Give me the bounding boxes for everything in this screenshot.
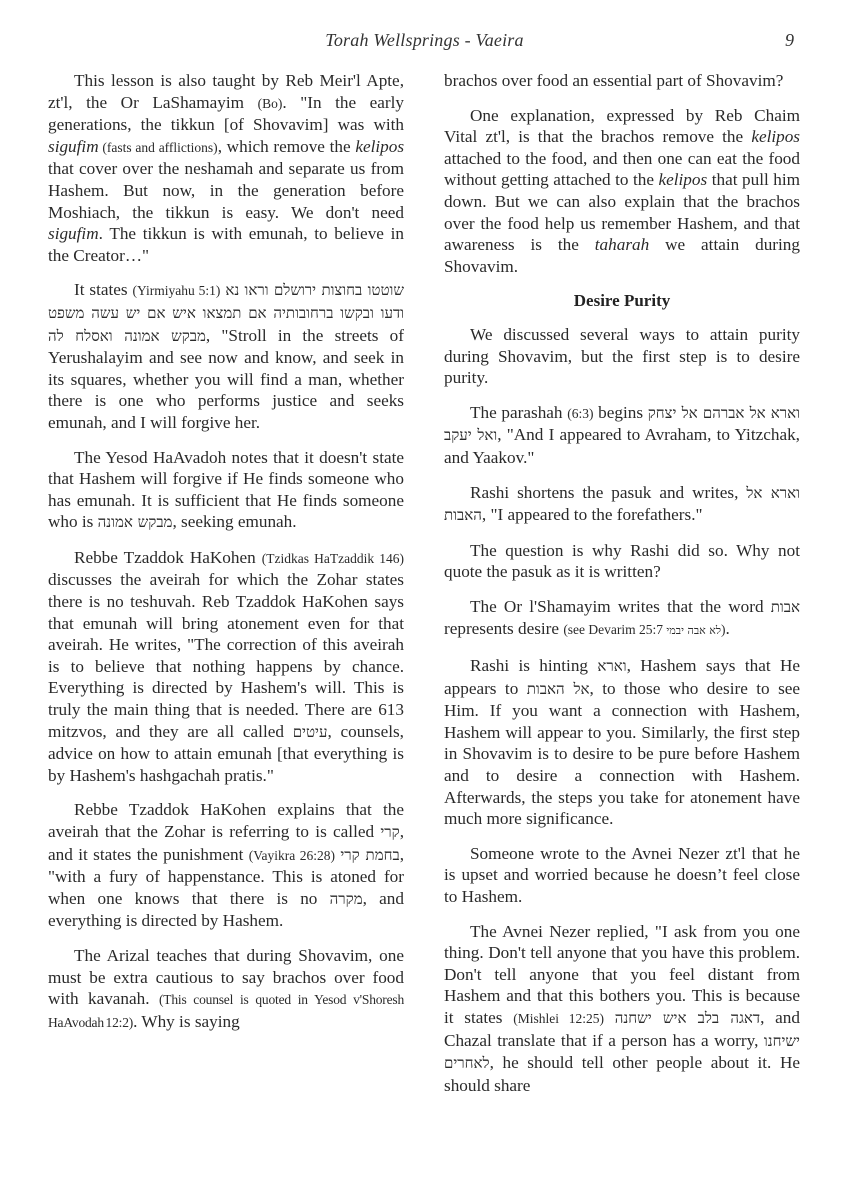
text: , which remove the: [217, 136, 356, 156]
text: .: [725, 619, 730, 639]
text: Rashi shortens the pasuk and writes,: [470, 482, 747, 502]
text: The Avnei Nezer replied, "I ask from you one thing. Don't tell anyone that you have this problem. Don't tell anyone that you feel distant from Hashem and that this bothers you. This is because it states: [444, 921, 800, 1027]
text: begins: [593, 402, 648, 422]
paragraph-yirmiyahu: [48, 279, 404, 433]
text: that pull him down. But we can also explain that the brachos over the food help us remember Hashem, and that awareness is the: [444, 170, 801, 255]
text: . The tikkun is with emunah, to believe in the Creator…": [48, 224, 404, 265]
hebrew-quote: וארא אל האבות: [444, 483, 800, 525]
paragraph-rashi-hinting: [444, 655, 800, 830]
text: represents desire: [444, 619, 564, 639]
hebrew-quote: וארא אל אברהם אל יצחק ואל יעקב: [444, 403, 800, 445]
source-ref: (6:3): [567, 405, 594, 421]
right-column: [444, 70, 800, 1109]
text: , counsels, advice on how to attain emunah [that everything is by Hashem's hashgachah pratis.": [48, 721, 404, 785]
text: discusses the aveirah for which the Zohar states there is no teshuvah. Reb Tzaddok HaKohen says that emunah will bring atonement even for that aveirah. He writes, "The correction of this aveirah is to believe that nothing happens by chance. Everything is directed by Hashem's will. This is truly the main thing that is needed. There are 613 mitzvos, and they are all called: [48, 570, 404, 741]
text: ): [720, 622, 726, 638]
hebrew-quote: בחמת קרי: [340, 845, 400, 864]
source-ref: (Mishlei 12:25): [513, 1010, 605, 1026]
hebrew-quote: מקרה: [329, 889, 363, 908]
text: we attain during Shovavim.: [444, 235, 800, 276]
source-ref: (Bo): [257, 95, 283, 111]
paragraph-tzaddok-explains: [48, 799, 404, 932]
paragraph-question: The question is why Rashi did so. Why not quote the pasuk as it is written?: [444, 540, 800, 582]
hebrew-quote: אבות: [770, 597, 800, 616]
hebrew-quote: עיטים: [292, 722, 328, 741]
paragraph-tzaddok-hakohen: [48, 547, 404, 787]
paragraph-rashi-shortens: [444, 482, 800, 527]
hebrew-quote: קרי: [380, 823, 400, 841]
text: , "I appeared to the forefathers.": [481, 505, 703, 525]
paragraph-or-lshamayim: [444, 596, 800, 642]
page-number: 9: [785, 30, 794, 50]
hebrew-quote: אל האבות: [526, 679, 590, 698]
paragraph-avnei-nezer-reply: [444, 921, 800, 1097]
text: , "Stroll in the streets of Yerushalayim and see now and know, and seek in its squares, whether you will find a man, whether there is one who performs justice and seeks emunah, and I will forgive her.: [48, 325, 404, 432]
text: . "In the early generations, the tikkun [of Shovavim] was with: [48, 92, 404, 135]
text: . Why is saying: [133, 1011, 240, 1031]
text: This lesson is also taught by Reb Meir'l Apte, zt'l, the Or LaShamayim: [48, 71, 404, 112]
source-ref: (fasts and afflictions): [98, 139, 218, 155]
text: , Hashem says that He appears to: [444, 656, 800, 698]
source-ref: [563, 622, 725, 637]
text: Rebbe Tzaddok HaKohen explains that the aveirah that the Zohar is referring to is called: [48, 800, 404, 841]
running-header: [0, 30, 849, 58]
italic-term: sigufim: [48, 136, 99, 156]
hebrew-quote: וארא: [597, 657, 627, 676]
text: Rashi is hinting: [470, 656, 598, 676]
text: Rebbe Tzaddok HaKohen: [74, 547, 262, 567]
text: One explanation, expressed by Reb Chaim Vital zt'l, is that the brachos remove the: [444, 105, 800, 147]
paragraph-yesod-haavodah: [48, 447, 404, 534]
paragraph-desire-purity: We discussed several ways to attain purity during Shovavim, but the first step is to desire purity.: [444, 324, 800, 388]
source-ref: (Yirmiyahu 5:1): [132, 283, 221, 299]
running-title: Torah Wellsprings - Vaeira: [325, 30, 524, 50]
text: , he should tell other people about it. He should share: [444, 1053, 800, 1095]
hebrew-quote: שוטטו בחוצות ירושלם וראו נא ודעו ובקשו ברחובותיה אם תמצאו איש אם יש עשה משפט מבקש אמונה ואסלח לה: [48, 281, 405, 345]
paragraph-continued: brachos over food an essential part of Shovavim?: [444, 71, 784, 90]
paragraph-arizal: [48, 945, 404, 1033]
text: (see Devarim 25:7: [563, 622, 667, 638]
text: , and Chazal translate that if a person has a worry,: [444, 1007, 800, 1050]
italic-term: taharah: [594, 235, 650, 255]
text: The parashah: [470, 402, 568, 422]
hebrew-quote: ישיחנו לאחרים: [444, 1031, 800, 1073]
text: , "with a fury of happenstance. This is atoned for when one knows that there is no: [48, 844, 404, 908]
text: that cover over the neshamah and separate us from Hashem. But now, in the generation before Moshiach, the tikkun is easy. We don't need: [48, 159, 404, 222]
italic-term: kelipos: [658, 170, 708, 190]
source-ref: (Vayikra 26:28): [248, 847, 335, 863]
source-ref: (This counsel is quoted in Yesod v'Shoresh HaAvodah 12:2): [48, 992, 404, 1030]
text: It states: [74, 280, 133, 300]
paragraph-or-lashamayim: [48, 70, 404, 266]
text: The Or l'Shamayim writes that the word: [470, 596, 771, 616]
hebrew-quote: מבקש אמונה: [97, 513, 173, 532]
text: , and everything is directed by Hashem.: [48, 888, 404, 931]
paragraph-avnei-nezer-letter: Someone wrote to the Avnei Nezer zt'l that he is upset and worried because he doesn’t feel close to Hashem.: [444, 843, 800, 906]
text: The Yesod HaAvadoh notes that it doesn't state that Hashem will forgive if He finds someone who has emunah. It is sufficient that He finds someone who is: [48, 447, 404, 532]
text: attached to the food, and then one can eat the food without getting attached to the: [444, 148, 800, 190]
hebrew-quote: דאגה בלב איש ישחנה: [614, 1008, 761, 1027]
source-ref: (Tzidkas HaTzaddik 146): [261, 550, 405, 566]
paragraph-chaim-vital: [444, 105, 800, 278]
italic-term: kelipos: [751, 127, 800, 147]
text: , to those who desire to see Him. If you want a connection with Hashem, Hashem will appear to you. Similarly, the first step in Shovavim is to desire to be pure before Hashem and to desire a connection with Hashem. Afterwards, the steps you take for atonement have much more significance.: [444, 678, 801, 829]
section-heading: Desire Purity: [573, 291, 671, 311]
text: , and it states the punishment: [48, 822, 404, 864]
paragraph-parashah: [444, 402, 800, 469]
text: , seeking emunah.: [172, 512, 297, 532]
text: The Arizal teaches that during Shovavim, one must be extra cautious to say brachos over food with kavanah.: [48, 945, 404, 1009]
italic-term: kelipos: [355, 136, 405, 156]
text: , "And I appeared to Avraham, to Yitzchak, and Yaakov.": [444, 425, 800, 467]
left-column: [48, 70, 404, 1046]
italic-term: sigufim: [48, 224, 99, 244]
hebrew-quote: לא אבה יבמי: [666, 624, 721, 638]
